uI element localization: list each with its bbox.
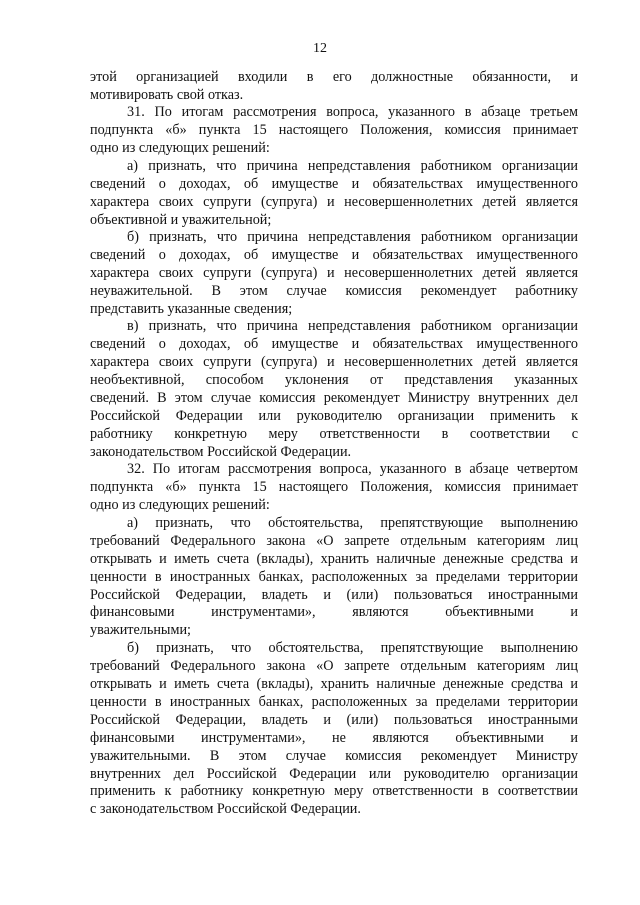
text-line: ценности в иностранных банках, расположенных за пределами территории xyxy=(90,569,578,585)
text-line: открывать и иметь счета (вклады), хранить наличные денежные средства и xyxy=(90,676,578,692)
text-line: 31. По итогам рассмотрения вопроса, указанного в абзаце третьем xyxy=(127,104,578,120)
text-line: Российской Федерации или руководителю организации применить к xyxy=(90,408,578,424)
text-line: с законодательством Российской Федерации. xyxy=(90,801,361,817)
text-line: характера своих супруги (супруга) и несовершеннолетних детей является xyxy=(90,194,578,210)
text-line: а) признать, что причина непредставления работником организации xyxy=(127,158,578,174)
text-line: Российской Федерации, владеть и (или) пользоваться иностранными xyxy=(90,712,578,728)
text-line: применить к работнику конкретную меру ответственности в соответствии xyxy=(90,783,578,799)
text-line: мотивировать свой отказ. xyxy=(90,87,244,103)
text-line: сведений о доходах, об имуществе и обязательствах имущественного xyxy=(90,176,578,192)
text-line: необъективной, способом уклонения от представления указанных xyxy=(90,372,578,388)
text-line: характера своих супруги (супруга) и несовершеннолетних детей является xyxy=(90,265,578,281)
text-line: сведений. В этом случае комиссия рекомендует Министру внутренних дел xyxy=(90,390,578,406)
text-line: требований Федерального закона «О запрете отдельным категориям лиц xyxy=(90,658,578,674)
text-line: в) признать, что причина непредставления работником организации xyxy=(127,318,578,334)
text-line: а) признать, что обстоятельства, препятствующие выполнению xyxy=(127,515,578,531)
text-line: характера своих супруги (супруга) и несовершеннолетних детей является xyxy=(90,354,578,370)
text-line: представить указанные сведения; xyxy=(90,301,293,317)
text-line: работнику конкретную меру ответственности в соответствии с xyxy=(90,426,578,442)
text-line: уважительными; xyxy=(90,622,191,638)
text-line: сведений о доходах, об имуществе и обязательствах имущественного xyxy=(90,336,578,352)
text-line: уважительными. В этом случае комиссия рекомендует Министру xyxy=(90,748,578,764)
text-line: ценности в иностранных банках, расположенных за пределами территории xyxy=(90,694,578,710)
text-line: одно из следующих решений: xyxy=(90,140,270,156)
text-line: законодательством Российской Федерации. xyxy=(90,444,352,460)
text-line: внутренних дел Российской Федерации или руководителю организации xyxy=(90,766,578,782)
text-line: неуважительной. В этом случае комиссия рекомендует работнику xyxy=(90,283,578,299)
text-line: 32. По итогам рассмотрения вопроса, указанного в абзаце четвертом xyxy=(127,461,578,477)
text-line: подпункта «б» пункта 15 настоящего Положения, комиссия принимает xyxy=(90,122,578,138)
page-number: 12 xyxy=(313,41,327,56)
text-line: одно из следующих решений: xyxy=(90,497,270,513)
text-line: этой организацией входили в его должностные обязанности, и xyxy=(90,69,578,85)
text-line: открывать и иметь счета (вклады), хранить наличные денежные средства и xyxy=(90,551,578,567)
text-line: Российской Федерации, владеть и (или) пользоваться иностранными xyxy=(90,587,578,603)
text-line: б) признать, что причина непредставления работником организации xyxy=(127,229,578,245)
text-line: сведений о доходах, об имуществе и обязательствах имущественного xyxy=(90,247,578,263)
text-line: требований Федерального закона «О запрете отдельным категориям лиц xyxy=(90,533,578,549)
text-line: б) признать, что обстоятельства, препятствующие выполнению xyxy=(127,640,578,656)
text-line: подпункта «б» пункта 15 настоящего Положения, комиссия принимает xyxy=(90,479,578,495)
text-line: финансовыми инструментами», являются объективными и xyxy=(90,604,578,620)
text-line: финансовыми инструментами», не являются объективными и xyxy=(90,730,578,746)
text-line: объективной и уважительной; xyxy=(90,212,272,228)
